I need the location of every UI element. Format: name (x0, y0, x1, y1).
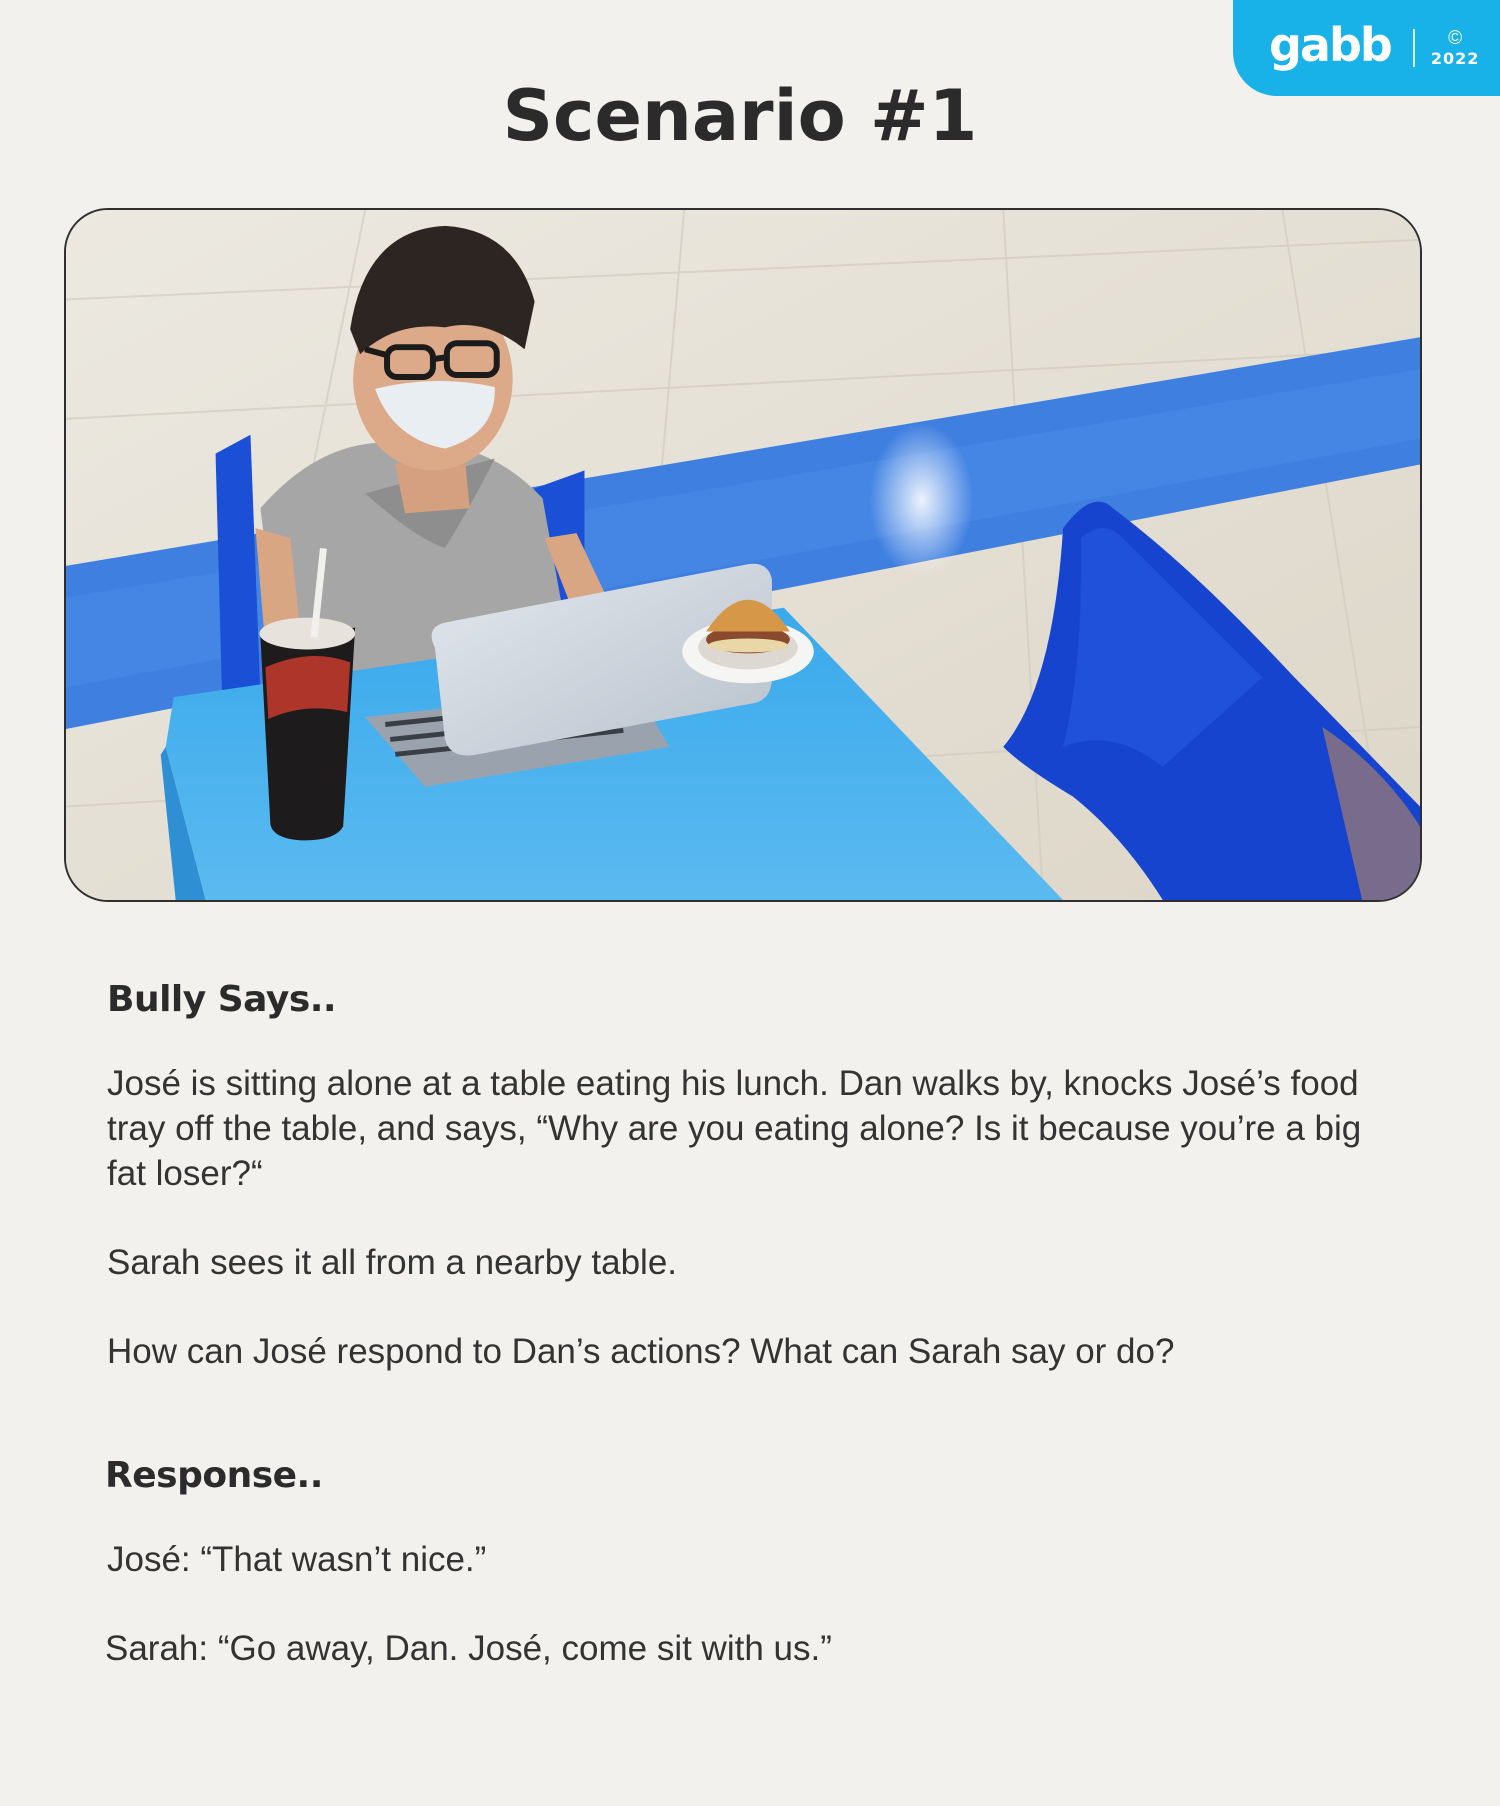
bully-says-heading: Bully Says.. (107, 979, 337, 1020)
scenario-content (107, 978, 1377, 1671)
response-jose: José: “That wasn’t nice.” (107, 1540, 487, 1580)
gabb-logo: gabb (1269, 18, 1391, 72)
discussion-question: How can José respond to Dan’s actions? What can Sarah say or do? (107, 1332, 1175, 1372)
brand-divider (1413, 29, 1415, 67)
response-heading: Response.. (105, 1455, 323, 1497)
hero-image (64, 208, 1422, 902)
copyright-year: 2022 (1430, 49, 1480, 68)
copyright-icon: © (1448, 28, 1463, 49)
copyright-block (1431, 29, 1480, 67)
bystander-description: Sarah sees it all from a nearby table. (107, 1243, 678, 1283)
response-sarah: Sarah: “Go away, Dan. José, come sit with us.” (105, 1629, 832, 1669)
page-title: Scenario #1 (502, 75, 978, 157)
cafeteria-scene-illustration (66, 210, 1420, 900)
scenario-description: José is sitting alone at a table eating his lunch. Dan walks by, knocks José’s food tray off the table, and says, “Why are you eating alone? Is it because you’re a big fat loser?“ (107, 1064, 1362, 1194)
